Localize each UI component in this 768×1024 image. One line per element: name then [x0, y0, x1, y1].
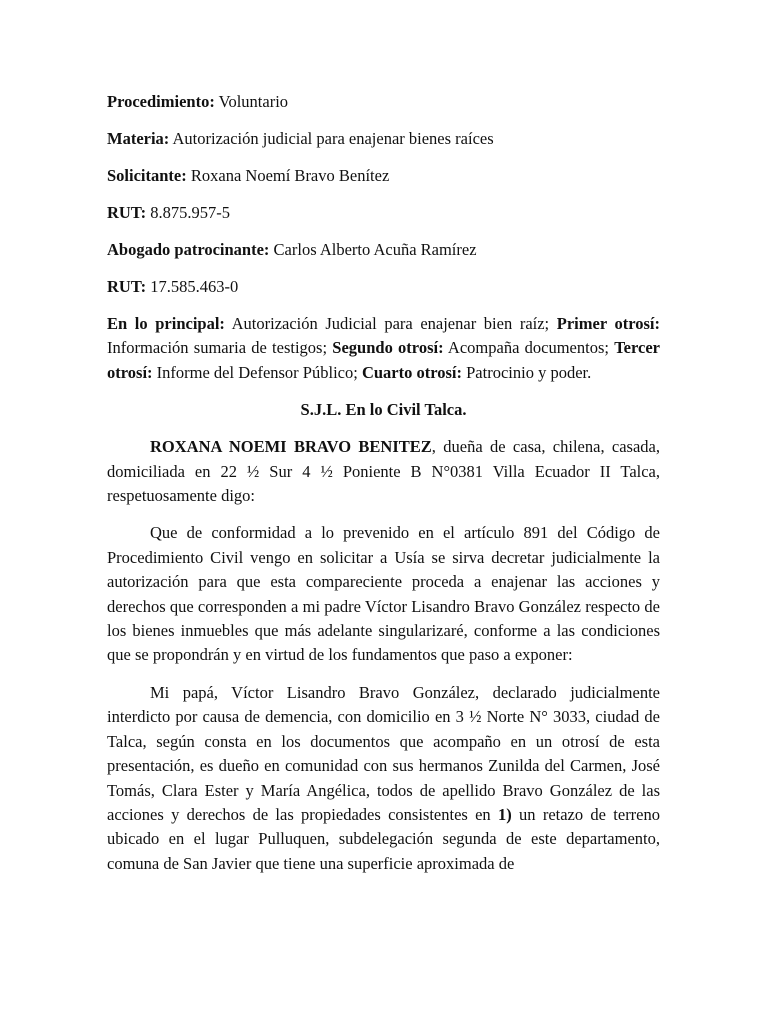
summary-label-otrosi-1: Primer otrosí: — [556, 314, 660, 333]
body-paragraph-2 — [107, 681, 660, 876]
field-label: Materia: — [107, 129, 170, 148]
summary-paragraph — [107, 312, 660, 385]
field-value: Carlos Alberto Acuña Ramírez — [269, 240, 477, 259]
summary-text-otrosi-1: Información sumaria de testigos; — [107, 338, 333, 358]
summary-text-otrosi-2: Acompaña documentos; — [443, 338, 615, 358]
field-rut-solicitante — [107, 201, 660, 225]
field-value: Roxana Noemí Bravo Benítez — [186, 166, 390, 185]
field-label: RUT: — [107, 277, 147, 296]
paragraph-2-marker: 1) — [497, 804, 512, 824]
field-materia — [107, 127, 660, 151]
paragraph-2-text-a: Mi papá, Víctor Lisandro Bravo González, declarado judicialmente interdicto por causa de demencia, con domicilio en 3 ½ Norte N° 3033, ciudad de Talca, según consta en los documentos que acompaño en un otrosí de esta presentación, es dueño en comunidad con sus hermanos Zunilda del Carmen, José Tomás, Clara Ester y María Angélica, todos de apellido Bravo González de las acciones y derechos de las propiedades consistentes en — [107, 682, 660, 824]
field-value: 17.585.463-0 — [146, 277, 239, 296]
intro-paragraph — [107, 435, 660, 508]
field-label: Abogado patrocinante: — [107, 240, 270, 259]
field-solicitante — [107, 164, 660, 188]
field-procedimiento — [107, 90, 660, 114]
field-label: Procedimiento: — [107, 92, 215, 111]
intro-text: , dueña de casa, chilena, casada, domiciliada en 22 ½ Sur 4 ½ Poniente B N°0381 Villa Ecuador II Talca, respetuosamente digo: — [107, 437, 661, 506]
field-value: Voluntario — [214, 92, 289, 111]
summary-text-otrosi-3: Informe del Defensor Público; — [152, 362, 362, 382]
summary-label-otrosi-3: Tercer otrosí: — [107, 338, 660, 382]
field-abogado — [107, 238, 660, 262]
field-label: Solicitante: — [107, 166, 187, 185]
field-value: 8.875.957-5 — [146, 203, 230, 222]
summary-label-otrosi-2: Segundo otrosí: — [332, 338, 444, 358]
body-paragraph-1: Que de conformidad a lo prevenido en el artículo 891 del Código de Procedimiento Civil vengo en solicitar a Usía se sirva decretar judicialmente la autorización para que esta compareciente proceda a enajenar las acciones y derechos que corresponden a mi padre Víctor Lisandro Bravo González respecto de los bienes inmuebles que más adelante singularizaré, conforme a las condiciones que se propondrán y en virtud de los fundamentos que paso a exponer: — [107, 523, 660, 665]
field-rut-abogado — [107, 275, 660, 299]
paragraph-2-text-b: un retazo de terreno ubicado en el lugar Pulluquen, subdelegación segunda de este departamento, comuna de San Javier que tiene una superficie aproximada de — [107, 804, 661, 873]
petitioner-name: ROXANA NOEMI BRAVO BENITEZ — [150, 437, 432, 457]
field-label: RUT: — [107, 203, 147, 222]
summary-label-otrosi-4: Cuarto otrosí: — [361, 362, 462, 382]
court-heading: S.J.L. En lo Civil Talca. — [300, 400, 467, 420]
summary-text-principal: Autorización Judicial para enajenar bien raíz; — [224, 314, 557, 333]
summary-label-principal: En lo principal: — [107, 314, 225, 333]
field-value: Autorización judicial para enajenar bienes raíces — [169, 129, 494, 148]
summary-text-otrosi-4: Patrocinio y poder. — [462, 362, 592, 382]
